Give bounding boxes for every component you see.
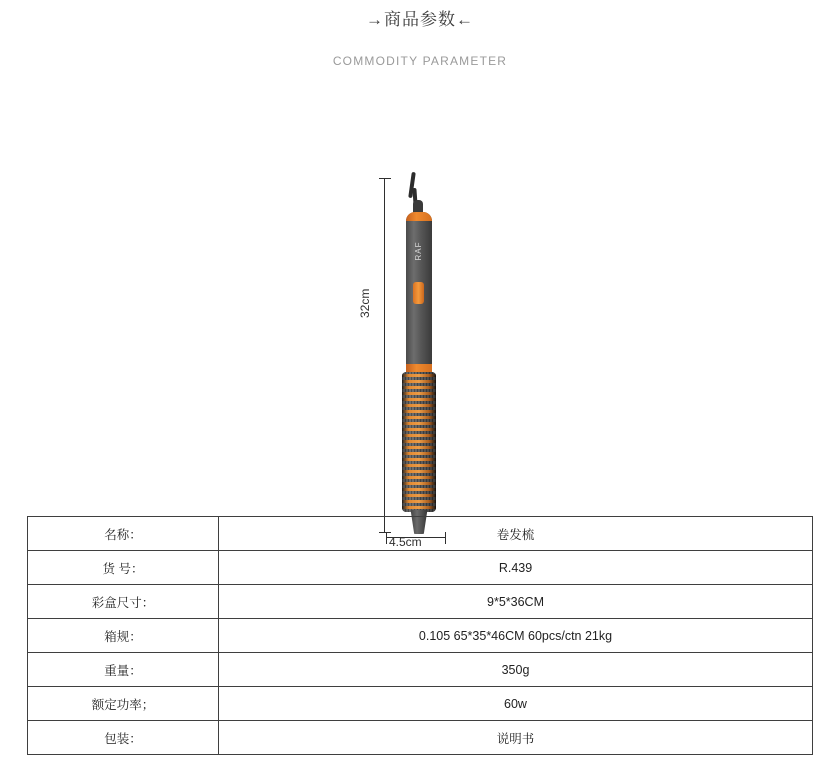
- handle-top-accent-ring: [406, 212, 432, 221]
- bristle-row: [402, 470, 436, 473]
- spec-value: 350g: [219, 653, 813, 687]
- table-row: [28, 551, 813, 585]
- bristle-row: [402, 488, 436, 491]
- bristle-row: [402, 482, 436, 485]
- spec-label: 箱规：: [28, 619, 219, 653]
- page-title-cn: →商品参数←: [366, 10, 474, 29]
- table-row: [28, 721, 813, 755]
- bristle-row: [402, 386, 436, 389]
- bristle-row: [402, 434, 436, 437]
- bristle-row: [402, 404, 436, 407]
- bristle-row: [402, 458, 436, 461]
- curling-brush-image: [392, 172, 452, 540]
- spec-label: 名称：: [28, 517, 219, 551]
- brush-barrel: [402, 372, 436, 512]
- bristle-row: [402, 416, 436, 419]
- bristle-row: [402, 464, 436, 467]
- table-row: [28, 517, 813, 551]
- bristle-row: [402, 422, 436, 425]
- bristle-row: [402, 494, 436, 497]
- table-row: [28, 619, 813, 653]
- bristle-row: [402, 380, 436, 383]
- bristle-row: [402, 392, 436, 395]
- bristle-row: [402, 452, 436, 455]
- bristle-row: [402, 500, 436, 503]
- power-button-graphic: [413, 282, 424, 304]
- handle-bottom-accent-ring: [406, 364, 432, 372]
- spec-label: 货 号：: [28, 551, 219, 585]
- dimension-line-vertical: [384, 178, 385, 533]
- page-title-en: COMMODITY PARAMETER: [332, 54, 508, 68]
- height-dimension-label: 32cm: [358, 288, 372, 318]
- table-row: [28, 653, 813, 687]
- spec-label: 额定功率；: [28, 687, 219, 721]
- width-dimension-label: 4.5cm: [389, 535, 422, 549]
- brand-logo-text: RAF: [414, 241, 423, 261]
- spec-label: 重量：: [28, 653, 219, 687]
- spec-value: 60w: [219, 687, 813, 721]
- spec-label: 彩盒尺寸：: [28, 585, 219, 619]
- table-row: [28, 585, 813, 619]
- specification-table-wrapper: [27, 516, 813, 755]
- bristle-row: [402, 428, 436, 431]
- spec-value: 9*5*36CM: [219, 585, 813, 619]
- spec-value: 卷发梳: [219, 517, 813, 551]
- bristle-row: [402, 440, 436, 443]
- bristle-row: [402, 374, 436, 377]
- page-header: [0, 0, 840, 70]
- spec-label: 包装：: [28, 721, 219, 755]
- spec-value: 说明书: [219, 721, 813, 755]
- table-row: [28, 687, 813, 721]
- specification-table-body: [28, 517, 813, 755]
- bristle-row: [402, 446, 436, 449]
- spec-value: 0.105 65*35*46CM 60pcs/ctn 21kg: [219, 619, 813, 653]
- bristle-row: [402, 398, 436, 401]
- bristle-row: [402, 410, 436, 413]
- specification-table: [27, 516, 813, 755]
- bristle-row: [402, 476, 436, 479]
- height-dimension-line: [379, 178, 391, 533]
- bristle-row: [402, 506, 436, 509]
- spec-value: R.439: [219, 551, 813, 585]
- dimension-cap-top: [379, 178, 391, 179]
